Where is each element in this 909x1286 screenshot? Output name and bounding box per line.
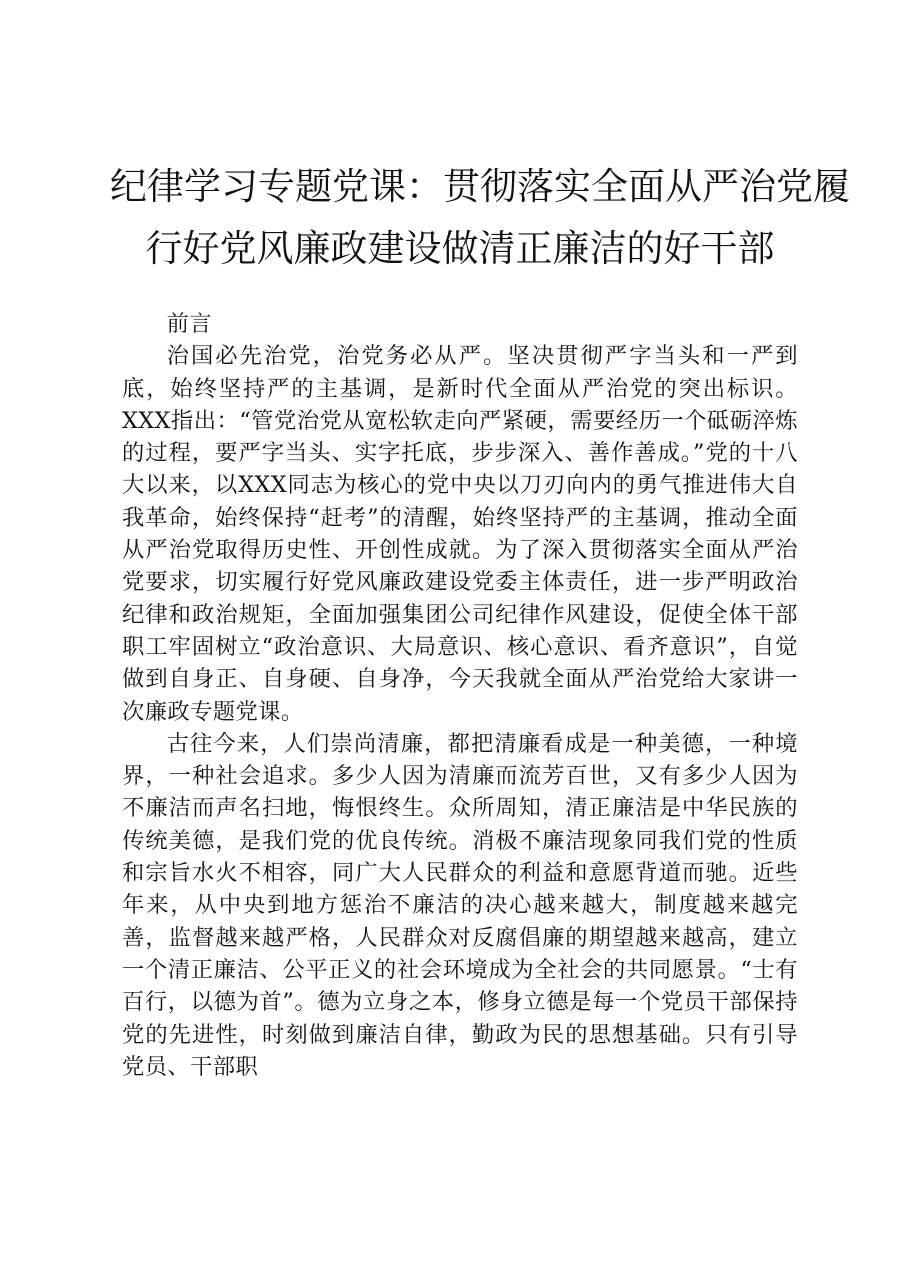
- paragraph-1: 治国必先治党，治党务必从严。坚决贯彻严字当头和一严到底，始终坚持严的主基调，是新时代全面从严治党的突出标识。XXX指出：“管党治党从宽松软走向严紧硬，需要经历一个砥砺淬炼的过程，要严字当头、实字托底，步步深入、善作善成。”党的十八大以来，以XXX同志为核心的党中央以刀刃向内的勇气推进伟大自我革命，始终保持“赶考”的清醒，始终坚持严的主基调，推动全面从严治党取得历史性、开创性成就。为了深入贯彻落实全面从严治党要求，切实履行好党风廉政建设党委主体责任，进一步严明政治纪律和政治规矩，全面加强集团公司纪律作风建设，促使全体干部职工牢固树立“政治意识、大局意识、核心意识、看齐意识”，自觉做到自身正、自身硬、自身净，今天我就全面从严治党给大家讲一次廉政专题党课。: [122, 343, 798, 725]
- document-body: [122, 308, 798, 1083]
- title-line-1: 纪律学习专题党课：贯彻落实全面从严治党履: [110, 165, 850, 208]
- document-title: [110, 156, 850, 280]
- section-heading-preface: 前言: [166, 311, 212, 337]
- paragraph-2: 古往今来，人们崇尚清廉，都把清廉看成是一种美德，一种境界，一种社会追求。多少人因为清廉而流芳百世，又有多少人因为不廉洁而声名扫地，悔恨终生。众所周知，清正廉洁是中华民族的传统美德，是我们党的优良传统。消极不廉洁现象同我们党的性质和宗旨水火不相容，同广大人民群众的利益和意愿背道而驰。近些年来，从中央到地方惩治不廉洁的决心越来越大，制度越来越完善，监督越来越严格，人民群众对反腐倡廉的期望越来越高，建立一个清正廉洁、公平正义的社会环境成为全社会的共同愿景。“士有百行，以德为首”。德为立身之本，修身立德是每一个党员干部保持党的先进性，时刻做到廉洁自律，勤政为民的思想基础。只有引导党员、干部职: [122, 730, 798, 1080]
- title-line-2: 行好党风廉政建设做清正廉洁的好干部: [145, 227, 775, 270]
